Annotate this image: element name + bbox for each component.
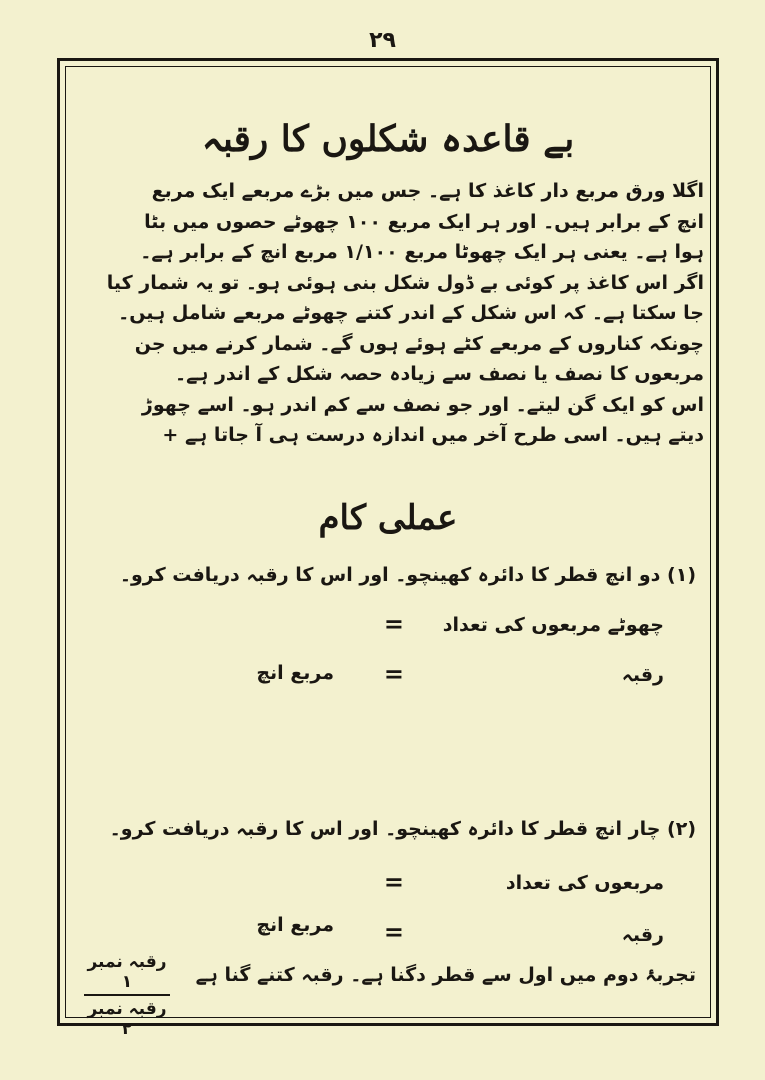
- task2-count-label: مربعوں کی تعداد: [505, 872, 664, 894]
- paragraph-line: دیتے ہیں۔ اسی طرح آخر میں اندازہ درست ہی آ جاتا ہے +: [162, 424, 704, 446]
- page-content: [66, 66, 710, 1039]
- paragraph-line: چونکہ کناروں کے مربعے کٹے ہوئے ہوں گے۔ شمار کرنے میں جن: [134, 332, 704, 355]
- ratio-numerator: رقبہ نمبر ۱: [84, 951, 170, 996]
- page-title: بے قاعدہ شکلوں کا رقبہ: [201, 118, 575, 160]
- page-number: ۲۹: [369, 28, 396, 53]
- task2-count-equals: =: [383, 868, 404, 896]
- task2-area-unit: مربع انچ: [256, 914, 334, 936]
- task1-count-equals: =: [383, 610, 404, 638]
- paragraph-line: اگر اس کاغذ پر کوئی بے ڈول شکل بنی ہوئی ہو۔ تو یہ شمار کیا: [106, 271, 704, 294]
- task2-prompt: (۲) چار انچ قطر کا دائرہ کھینچو۔ اور اس کا رقبہ دریافت کرو۔: [109, 818, 696, 840]
- task1-area-unit: مربع انچ: [256, 662, 334, 684]
- intro-paragraph: [74, 176, 704, 451]
- paragraph-line: مربعوں کا نصف یا نصف سے زیادہ حصہ شکل کے اندر ہے۔: [174, 363, 704, 385]
- paragraph-line: اگلا ورق مربع دار کاغذ کا ہے۔ جس میں بڑے مربعے ایک مربع: [151, 180, 704, 202]
- paragraph-line: اس کو ایک گن لیتے۔ اور جو نصف سے کم اندر ہو۔ اسے چھوڑ: [141, 393, 704, 416]
- section-heading: عملی کام: [318, 498, 458, 538]
- conclusion-text: تجربۂ دوم میں اول سے قطر دگنا ہے۔ رقبہ کتنے گنا ہے: [195, 964, 696, 986]
- task1-area-label: رقبہ: [621, 664, 664, 686]
- task1-prompt: (۱) دو انچ قطر کا دائرہ کھینچو۔ اور اس کا رقبہ دریافت کرو۔: [119, 564, 696, 586]
- task1-count-label: چھوٹے مربعوں کی تعداد: [442, 614, 664, 636]
- task2-area-label: رقبہ: [621, 924, 664, 946]
- task1-area-equals: =: [383, 660, 404, 688]
- paragraph-line: انچ کے برابر ہیں۔ اور ہر ایک مربع ۱۰۰ چھوٹے حصوں میں بٹا: [144, 210, 704, 233]
- ratio-denominator: رقبہ نمبر ۲: [87, 999, 167, 1039]
- paragraph-line: جا سکتا ہے۔ کہ اس شکل کے اندر کتنے چھوٹے مربعے شامل ہیں۔: [118, 302, 704, 324]
- task2-area-equals: =: [383, 918, 404, 946]
- paragraph-line: ہوا ہے۔ یعنی ہر ایک چھوٹا مربع ۱/۱۰۰ مربع انچ کے برابر ہے۔: [140, 241, 704, 263]
- area-ratio-fraction: [84, 951, 170, 1039]
